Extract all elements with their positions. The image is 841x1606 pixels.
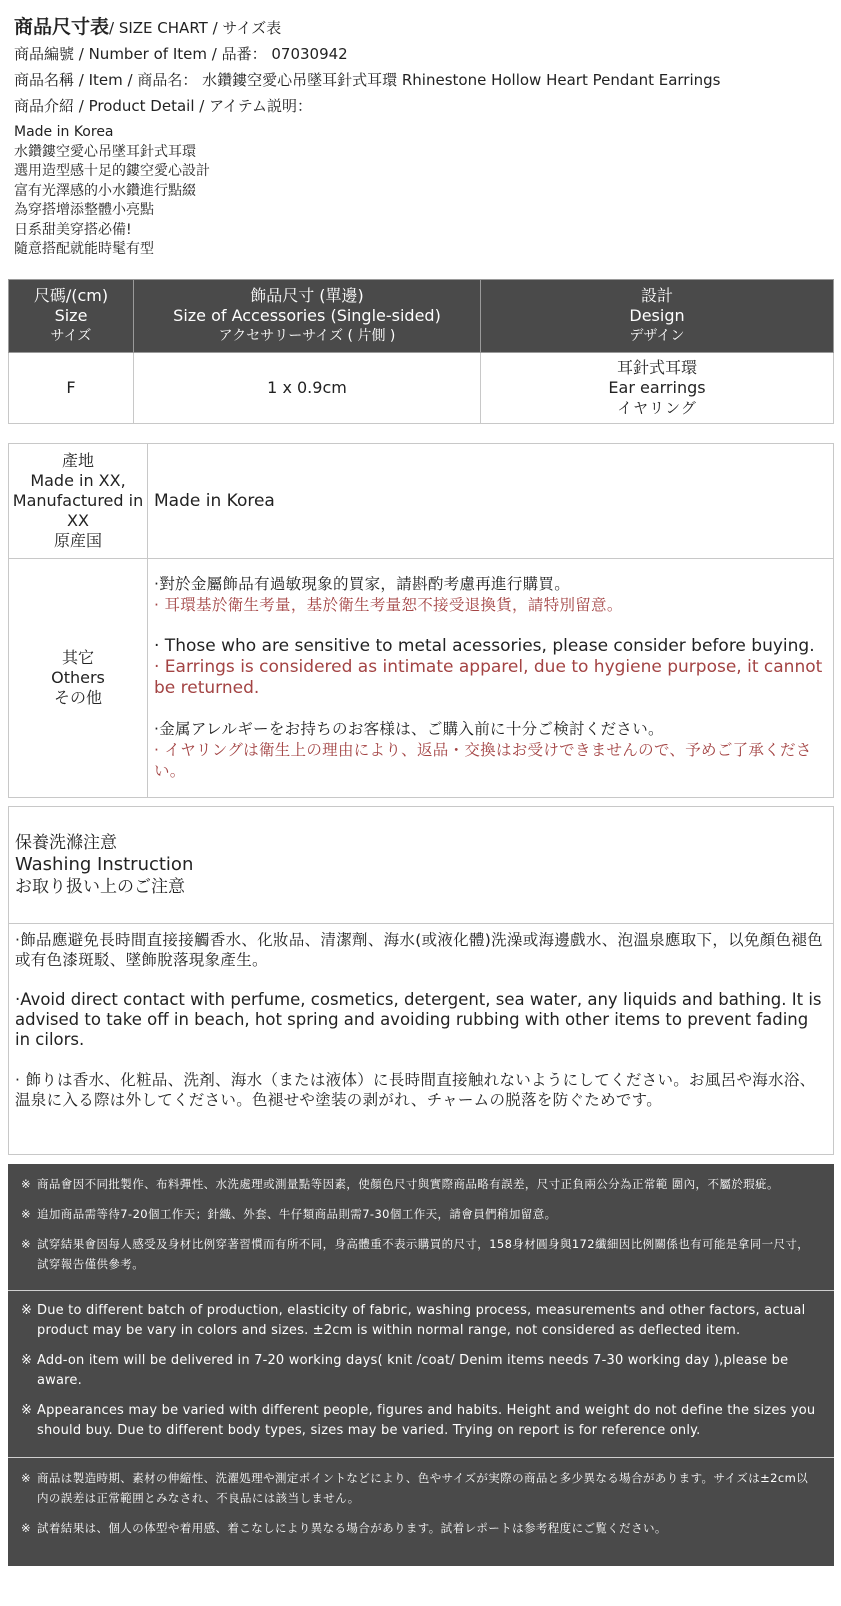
size-table-header-row xyxy=(9,280,834,353)
product-header xyxy=(14,14,829,260)
origin-label: 產地 Made in XX, Manufactured in XX 原産国 xyxy=(9,444,148,559)
return-note-en: · Earrings is considered as intimate apparel, due to hygiene purpose, it cannot be returned. xyxy=(154,657,823,698)
size-header: 尺碼/(cm) Size サイズ xyxy=(9,280,134,353)
care-text-zh: ·飾品應避免長時間直接接觸香水、化妝品、清潔劑、海水(或液化體)洗澡或海邊戲水、泡溫泉應取下，以免顏色褪色或有色漆斑駁、墜飾脫落現象產生。 xyxy=(15,931,823,969)
return-note-jp: · イヤリングは衛生上の理由により、返品・交換はお受けできませんので、予めご了承ください。 xyxy=(154,741,812,780)
description-line: 水鑽鏤空愛心吊墜耳針式耳環 xyxy=(14,143,196,160)
item-number-line xyxy=(14,41,829,67)
note-item: ※ Appearances may be varied with different people, figures and habits. Height and weight do not define the sizes you should buy. Due to different body types, sizes may be varied. Trying on report is for reference only. xyxy=(21,1401,818,1441)
care-title-row xyxy=(9,807,834,924)
description-line: 富有光澤感的小水鑽進行點綴 xyxy=(14,182,196,199)
description-line: 選用造型感十足的鏤空愛心設計 xyxy=(14,163,210,179)
description-line: 為穿搭增添整體小亮點 xyxy=(14,202,154,218)
accessory-size-cell: 1 x 0.9cm xyxy=(134,353,481,424)
origin-value: Made in Korea xyxy=(148,444,834,559)
size-cell: F xyxy=(9,353,134,424)
allergy-note-jp: ·金属アレルギーをお持ちのお客様は、ご購入前に十分ご検討ください。 xyxy=(154,720,664,738)
size-table xyxy=(8,279,834,424)
note-item: ※ 試穿結果會因每人感受及身材比例穿著習慣而有所不同，身高體重不表示購買的尺寸，158身材圓身與172纖細因比例關係也有可能是拿同一尺寸，試穿報告僅供參考。 xyxy=(21,1234,818,1274)
note-item: ※ 試着結果は、個人の体型や着用感、着こなしにより異なる場合があります。試着レポートは参考程度にご覧ください。 xyxy=(21,1518,818,1538)
item-number-value: 07030942 xyxy=(271,45,348,63)
note-item: ※ Due to different batch of production, elasticity of fabric, washing process, measurements and other factors, actual product may be vary in colors and sizes. ±2cm is within normal range, not considered as deflected item. xyxy=(21,1301,818,1341)
note-mark: ※ xyxy=(21,1207,32,1221)
notes-panel xyxy=(8,1164,834,1566)
item-name-value: 水鑽鏤空愛心吊墜耳針式耳環 Rhinestone Hollow Heart Pendant Earrings xyxy=(202,71,721,89)
description-line: 日系甜美穿搭必備! xyxy=(14,221,132,238)
item-name-label: 商品名稱 / Item / 商品名： xyxy=(14,71,198,89)
size-chart-title-bold: 商品尺寸表 xyxy=(14,16,110,38)
note-item: ※ 商品は製造時期、素材の伸縮性、洗濯処理や測定ポイントなどにより、色やサイズが実際の商品と多少異なる場合があります。サイズは±2cm以内の誤差は正常範囲とみなされ、不良品には該当しません。 xyxy=(21,1468,818,1508)
note-mark: ※ xyxy=(21,1177,32,1191)
note-item: ※ 商品會因不同批製作、布料彈性、水洗處理或測量點等因素，使顏色尺寸與實際商品略有誤差，尺寸正負兩公分為正常範 圍內，不屬於瑕疵。 xyxy=(21,1174,818,1194)
origin-row xyxy=(9,444,834,559)
item-number-label: 商品編號 / Number of Item / 品番： xyxy=(14,45,267,63)
description-line: 隨意搭配就能時髦有型 xyxy=(14,241,154,257)
accessory-size-header: 飾品尺寸 (單邊) Size of Accessories (Single-sided) アクセサリーサイズ ( 片側 ) xyxy=(134,280,481,353)
care-title-en: Washing Instruction xyxy=(15,854,194,875)
notes-en-group xyxy=(8,1291,834,1458)
note-mark: ※ xyxy=(21,1353,33,1368)
care-body-row xyxy=(9,924,834,1155)
care-title-zh: 保養洗滌注意 xyxy=(15,833,117,853)
product-detail-label: 商品介紹 / Product Detail / アイテム説明： xyxy=(14,97,312,115)
note-mark: ※ xyxy=(21,1521,32,1535)
note-mark: ※ xyxy=(21,1237,32,1251)
note-mark: ※ xyxy=(21,1471,32,1485)
care-body xyxy=(9,924,834,1155)
others-row xyxy=(9,559,834,798)
note-mark: ※ xyxy=(21,1303,33,1318)
care-title-jp: お取り扱い上のご注意 xyxy=(15,877,185,897)
notes-zh-group xyxy=(8,1164,834,1291)
note-mark: ※ xyxy=(21,1403,33,1418)
care-title xyxy=(9,807,834,924)
info-table xyxy=(8,443,834,798)
item-name-line xyxy=(14,67,829,93)
others-label: 其它 Others その他 xyxy=(9,559,148,798)
design-cell: 耳針式耳環 Ear earrings イヤリング xyxy=(481,353,834,424)
note-item: ※ 追加商品需等待7-20個工作天；針織、外套、牛仔類商品則需7-30個工作天，請會員們稍加留意。 xyxy=(21,1204,818,1224)
care-table xyxy=(8,806,834,1155)
product-description xyxy=(14,123,829,260)
note-item: ※ Add-on item will be delivered in 7-20 working days( knit /coat/ Denim items needs 7-30 working day ),please be aware. xyxy=(21,1351,818,1391)
description-line: Made in Korea xyxy=(14,124,114,140)
size-chart-title xyxy=(14,14,829,41)
size-chart-title-rest: / SIZE CHART / サイズ表 xyxy=(109,19,282,37)
table-row xyxy=(9,353,834,424)
allergy-note-en: · Those who are sensitive to metal acessories, please consider before buying. xyxy=(154,636,815,656)
others-value xyxy=(148,559,834,798)
care-text-en: ·Avoid direct contact with perfume, cosmetics, detergent, sea water, any liquids and bathing. It is advised to take off in beach, hot spring and avoiding rubbing with other items to prevent fading in cilors. xyxy=(15,990,822,1049)
notes-jp-group xyxy=(8,1458,834,1554)
allergy-note-zh: ·對於金屬飾品有過敏現象的買家，請斟酌考慮再進行購買。 xyxy=(154,575,571,593)
return-note-zh: · 耳環基於衛生考量，基於衛生考量恕不接受退換貨，請特別留意。 xyxy=(154,596,623,614)
care-text-jp: · 飾りは香水、化粧品、洗剤、海水（または液体）に長時間直接触れないようにしてください。お風呂や海水浴、温泉に入る際は外してください。色褪せや塗装の剥がれ、チャームの脱落を防ぐためです。 xyxy=(15,1071,816,1109)
design-header: 設計 Design デザイン xyxy=(481,280,834,353)
